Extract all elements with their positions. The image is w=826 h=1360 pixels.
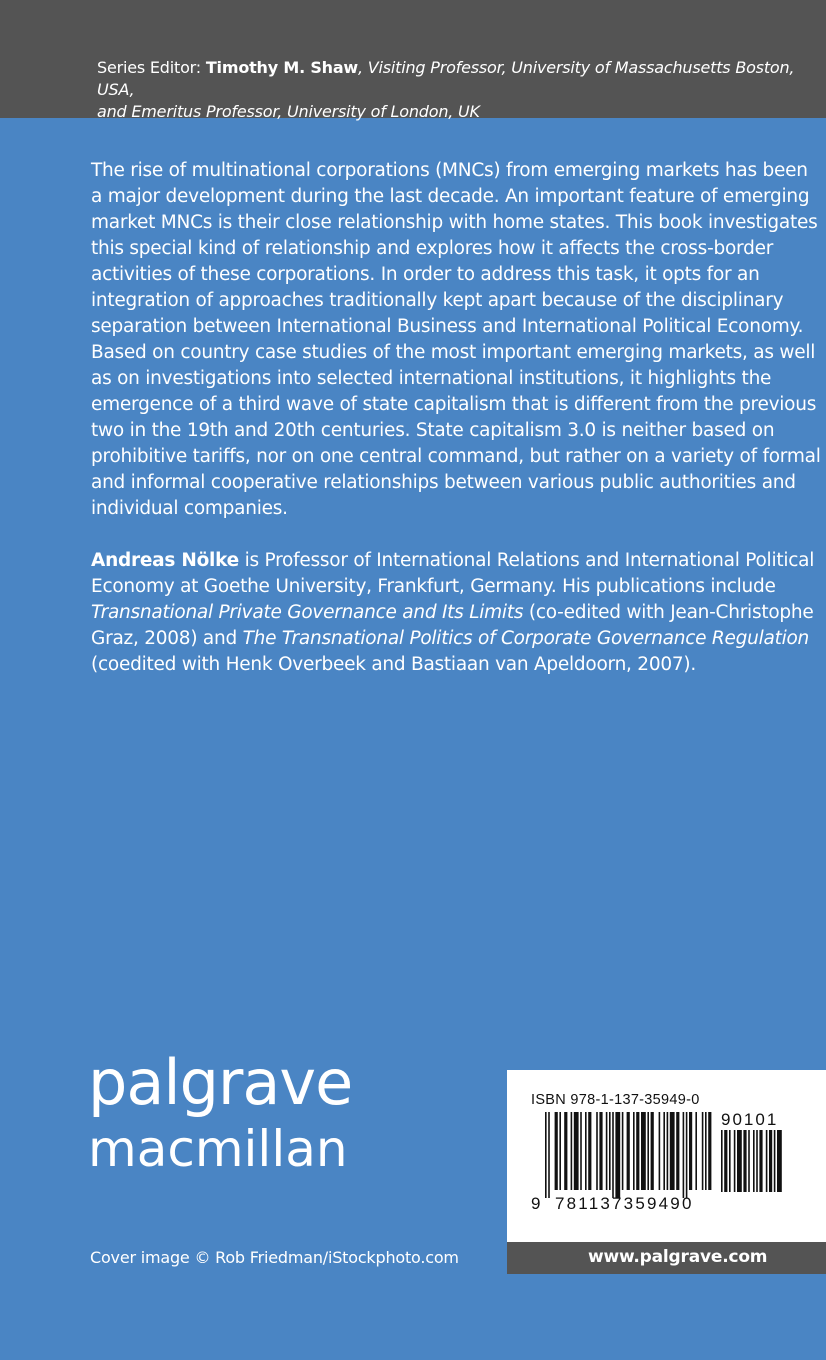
barcode-bar: [580, 1112, 582, 1190]
addon-barcode: [721, 1130, 801, 1196]
barcode-bar: [545, 1112, 547, 1198]
barcode-bar: [615, 1112, 620, 1198]
book-description: The rise of multinational corporations (MNCs) from emerging markets has been a major development during the last decade. An important feature of emerging market MNCs is their close relationship with home states. This book investigates this special kind of relationship and explores how it affects the cross-border activities of these corporations. In order to address this task, it opts for an integration of approaches traditionally kept apart because of the disciplinary separation between International Business and International Political Economy. Based on country case studies of the most important emerging markets, as well as on investigations into selected international institutions, it highlights the emergence of a third wave of state capitalism that is different from the previous two in the 19th and 20th centuries. State capitalism 3.0 is neither based on prohibitive tariffs, nor on one central command, but rather on a variety of formal and informal cooperative relationships between various public authorities and individual companies.: [91, 160, 821, 519]
barcode-bar: [756, 1130, 758, 1192]
barcode-digits: 781137359490: [555, 1194, 694, 1213]
barcode-bar: [571, 1112, 573, 1190]
barcode-bar: [686, 1112, 688, 1198]
barcode-bar: [689, 1112, 692, 1190]
barcode-bar: [641, 1112, 646, 1190]
barcode-bar: [659, 1112, 661, 1190]
publisher-url-bar: [507, 1242, 826, 1274]
series-editor-prefix: Series Editor:: [97, 58, 206, 77]
barcode-bar: [676, 1112, 679, 1190]
barcode-bar: [743, 1130, 746, 1192]
barcode-bar: [708, 1112, 711, 1190]
bio-text-3: (coedited with Henk Overbeek and Bastiaan van Apeldoorn, 2007).: [91, 654, 696, 675]
barcode-bar: [647, 1112, 649, 1190]
barcode-bar: [633, 1112, 635, 1190]
publication-title-1: Transnational Private Governance and Its Limits: [91, 602, 524, 623]
barcode-bar: [721, 1130, 723, 1192]
barcode-bar: [574, 1112, 579, 1190]
series-editor-credit: [97, 57, 797, 123]
series-editor-affiliation-1: , Visiting Professor, University of Massachusetts Boston, USA,: [97, 58, 795, 99]
barcode-bar: [667, 1112, 669, 1190]
barcode-bar: [766, 1130, 768, 1192]
series-editor-name: Timothy M. Shaw: [205, 58, 359, 77]
barcode-bar: [663, 1112, 665, 1190]
barcode-bar: [702, 1112, 704, 1190]
series-editor-affiliation-2: and Emeritus Professor, University of London, UK: [97, 102, 480, 121]
barcode-bar: [609, 1112, 611, 1190]
barcode-bar: [724, 1130, 727, 1192]
publisher-url[interactable]: www.palgrave.com: [588, 1247, 768, 1267]
barcode-bar: [705, 1112, 707, 1190]
barcode-bar: [596, 1112, 598, 1190]
barcode-bar: [695, 1112, 697, 1190]
barcode-bar: [774, 1130, 776, 1192]
barcode-bar: [588, 1112, 591, 1190]
barcode-bar: [651, 1112, 654, 1190]
barcode-bar: [670, 1112, 675, 1190]
barcode-bar: [559, 1112, 561, 1190]
barcode-bar: [627, 1112, 630, 1190]
bio-text-1: is Professor of International Relations and International Political Economy at Goethe University, Frankfurt, Germany. His publications include: [91, 550, 815, 597]
cover-image-credit: Cover image © Rob Friedman/iStockphoto.com: [90, 1248, 459, 1267]
barcode-first-digit: 9: [531, 1194, 543, 1213]
barcode-bar: [599, 1112, 602, 1190]
author-bio: [91, 548, 823, 678]
barcode-bar: [585, 1112, 587, 1190]
barcode-bar: [734, 1130, 736, 1192]
barcode-bar: [737, 1130, 742, 1192]
barcode-bar: [564, 1112, 567, 1190]
barcode-bar: [612, 1112, 614, 1198]
series-editor-bar: [0, 0, 826, 121]
barcode-bar: [683, 1112, 685, 1198]
barcode-bar: [636, 1112, 639, 1190]
barcode-bar: [759, 1130, 762, 1192]
author-name: Andreas Nölke: [91, 550, 239, 571]
bio-text-2: (co-edited with Jean-Christophe Graz, 2008) and: [91, 602, 814, 649]
barcode-panel: [507, 1070, 826, 1242]
barcode-bar: [769, 1130, 772, 1192]
barcode-bar: [753, 1130, 755, 1192]
barcode-bar: [548, 1112, 550, 1198]
isbn-barcode: [545, 1112, 713, 1198]
barcode-bar: [622, 1112, 624, 1190]
barcode-bar: [777, 1130, 782, 1192]
publisher-logo-palgrave: palgrave: [88, 1046, 353, 1119]
barcode-bar: [748, 1130, 750, 1192]
barcode-bar: [606, 1112, 608, 1190]
isbn-label: ISBN 978-1-137-35949-0: [531, 1092, 700, 1108]
barcode-bar: [729, 1130, 731, 1192]
publication-title-2: The Transnational Politics of Corporate Governance Regulation: [242, 628, 810, 649]
publisher-logo-macmillan: macmillan: [88, 1120, 348, 1178]
barcode-bar: [555, 1112, 558, 1190]
barcode-addon-number: 90101: [721, 1110, 779, 1129]
